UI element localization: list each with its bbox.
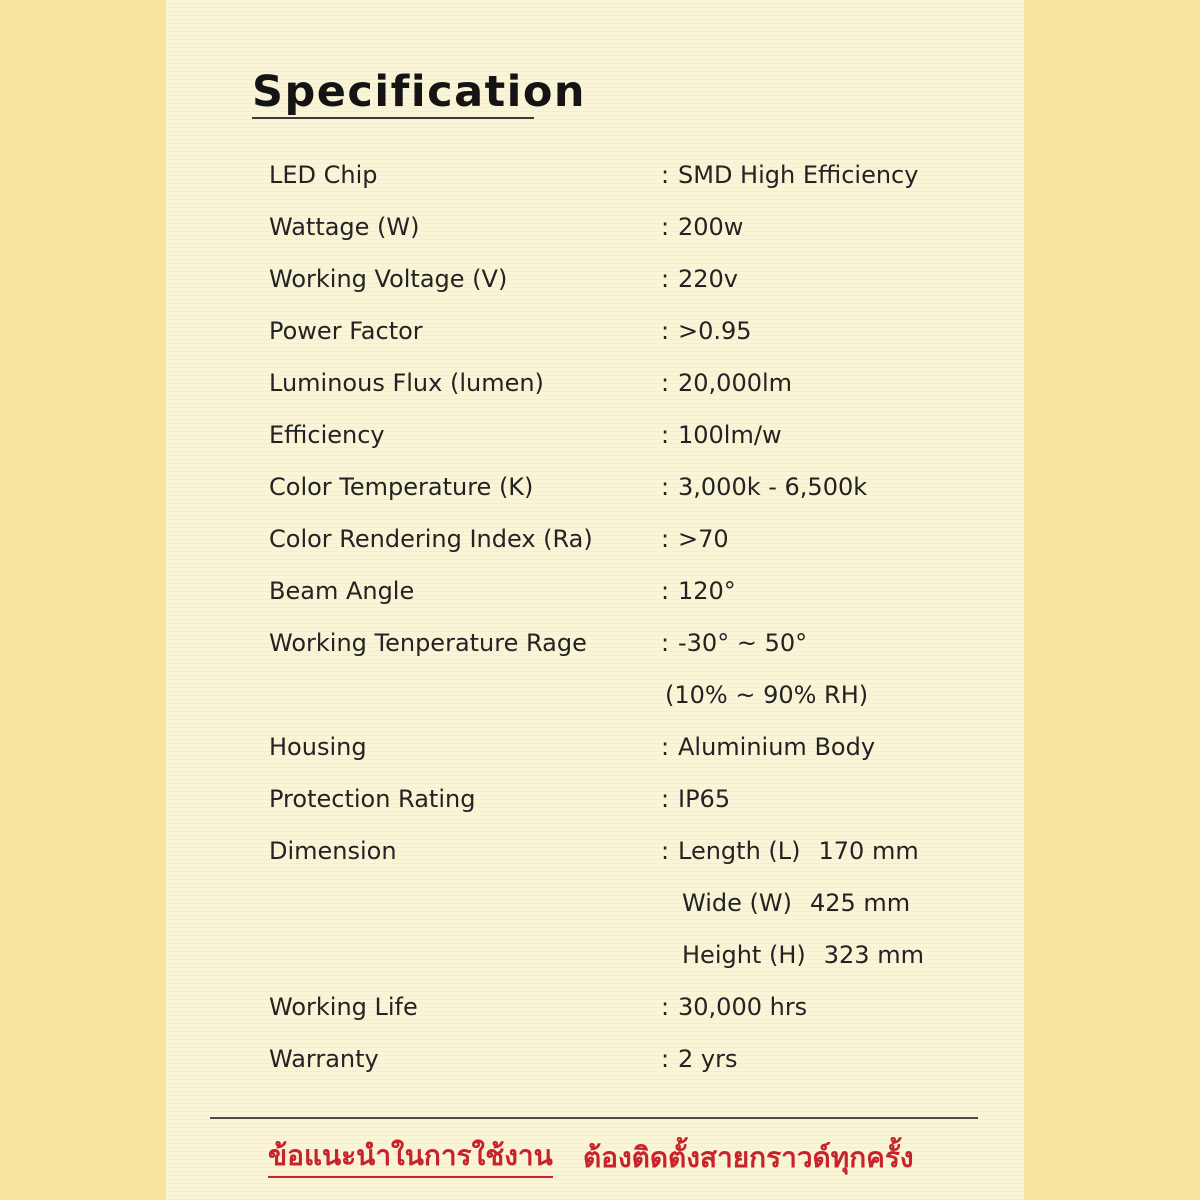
spec-colon: : bbox=[661, 213, 670, 241]
spec-value: 200w bbox=[678, 213, 744, 241]
spec-label: Dimension bbox=[269, 837, 397, 865]
spec-colon: : bbox=[661, 265, 670, 293]
spec-label: Luminous Flux (lumen) bbox=[269, 369, 544, 397]
spec-value: 120° bbox=[678, 577, 736, 605]
spec-row-warranty bbox=[0, 1039, 1200, 1079]
footer-divider bbox=[210, 1117, 978, 1119]
spec-row-dimension-wide bbox=[0, 883, 1200, 923]
spec-value: SMD High Efficiency bbox=[678, 161, 919, 189]
spec-colon: : bbox=[661, 629, 670, 657]
spec-label: Working Life bbox=[269, 993, 418, 1021]
spec-colon: : bbox=[661, 577, 670, 605]
spec-row-working-life bbox=[0, 987, 1200, 1027]
spec-value: Aluminium Body bbox=[678, 733, 876, 761]
spec-value: >0.95 bbox=[678, 317, 752, 345]
spec-value: 220v bbox=[678, 265, 739, 293]
spec-value: IP65 bbox=[678, 785, 731, 813]
spec-value: >70 bbox=[678, 525, 729, 553]
spec-row-efficiency bbox=[0, 415, 1200, 455]
grounding-warning: ต้องติดตั้งสายกราวด์ทุกครั้ง bbox=[583, 1141, 914, 1174]
dimension-name: Wide (W) bbox=[682, 889, 792, 917]
spec-label: Beam Angle bbox=[269, 577, 415, 605]
dimension-name: Length (L) bbox=[678, 837, 801, 865]
dimension-number: 425 mm bbox=[809, 889, 911, 917]
dimension-name: Height (H) bbox=[682, 941, 806, 969]
spec-colon: : bbox=[661, 421, 670, 449]
spec-colon: : bbox=[661, 1045, 670, 1073]
spec-label: Color Temperature (K) bbox=[269, 473, 534, 501]
spec-row-working-voltage bbox=[0, 259, 1200, 299]
spec-value: 100lm/w bbox=[678, 421, 782, 449]
spec-colon: : bbox=[661, 993, 670, 1021]
dimension-number: 170 mm bbox=[818, 837, 919, 865]
spec-row-dimension-length bbox=[0, 831, 1200, 871]
spec-value bbox=[682, 935, 924, 975]
spec-value: 20,000lm bbox=[678, 369, 793, 397]
spec-row-humidity bbox=[0, 675, 1200, 715]
spec-label: Efficiency bbox=[269, 421, 385, 449]
spec-row-working-temperature bbox=[0, 623, 1200, 663]
spec-label: Working Tenperature Rage bbox=[269, 629, 587, 657]
dimension-number: 323 mm bbox=[823, 941, 924, 969]
spec-label: LED Chip bbox=[269, 161, 378, 189]
spec-colon: : bbox=[661, 785, 670, 813]
spec-value: 2 yrs bbox=[678, 1045, 738, 1073]
title-underline bbox=[252, 117, 534, 119]
spec-label: Power Factor bbox=[269, 317, 423, 345]
spec-colon: : bbox=[661, 525, 670, 553]
spec-label: Working Voltage (V) bbox=[269, 265, 508, 293]
spec-colon: : bbox=[661, 317, 670, 345]
spec-label: Protection Rating bbox=[269, 785, 476, 813]
spec-row-color-temperature bbox=[0, 467, 1200, 507]
spec-row-protection-rating bbox=[0, 779, 1200, 819]
spec-value: 3,000k - 6,500k bbox=[678, 473, 868, 501]
spec-label: Wattage (W) bbox=[269, 213, 420, 241]
spec-colon: : bbox=[661, 161, 670, 189]
spec-colon: : bbox=[661, 473, 670, 501]
spec-label: Housing bbox=[269, 733, 367, 761]
spec-row-power-factor bbox=[0, 311, 1200, 351]
spec-value: (10% ~ 90% RH) bbox=[665, 681, 869, 709]
page-title: Specification bbox=[252, 67, 587, 117]
spec-value bbox=[678, 831, 919, 871]
spec-row-led-chip bbox=[0, 155, 1200, 195]
spec-value: -30° ~ 50° bbox=[678, 629, 808, 657]
spec-row-luminous-flux bbox=[0, 363, 1200, 403]
spec-row-beam-angle bbox=[0, 571, 1200, 611]
spec-value: 30,000 hrs bbox=[678, 993, 808, 1021]
spec-label: Color Rendering Index (Ra) bbox=[269, 525, 593, 553]
spec-row-wattage bbox=[0, 207, 1200, 247]
spec-colon: : bbox=[661, 733, 670, 761]
spec-value bbox=[682, 883, 910, 923]
spec-colon: : bbox=[661, 369, 670, 397]
spec-label: Warranty bbox=[269, 1045, 379, 1073]
spec-row-dimension-height bbox=[0, 935, 1200, 975]
usage-advice-heading: ข้อแนะนำในการใช้งาน bbox=[268, 1136, 553, 1178]
spec-row-housing bbox=[0, 727, 1200, 767]
spec-colon: : bbox=[661, 837, 670, 865]
spec-row-color-rendering-index bbox=[0, 519, 1200, 559]
